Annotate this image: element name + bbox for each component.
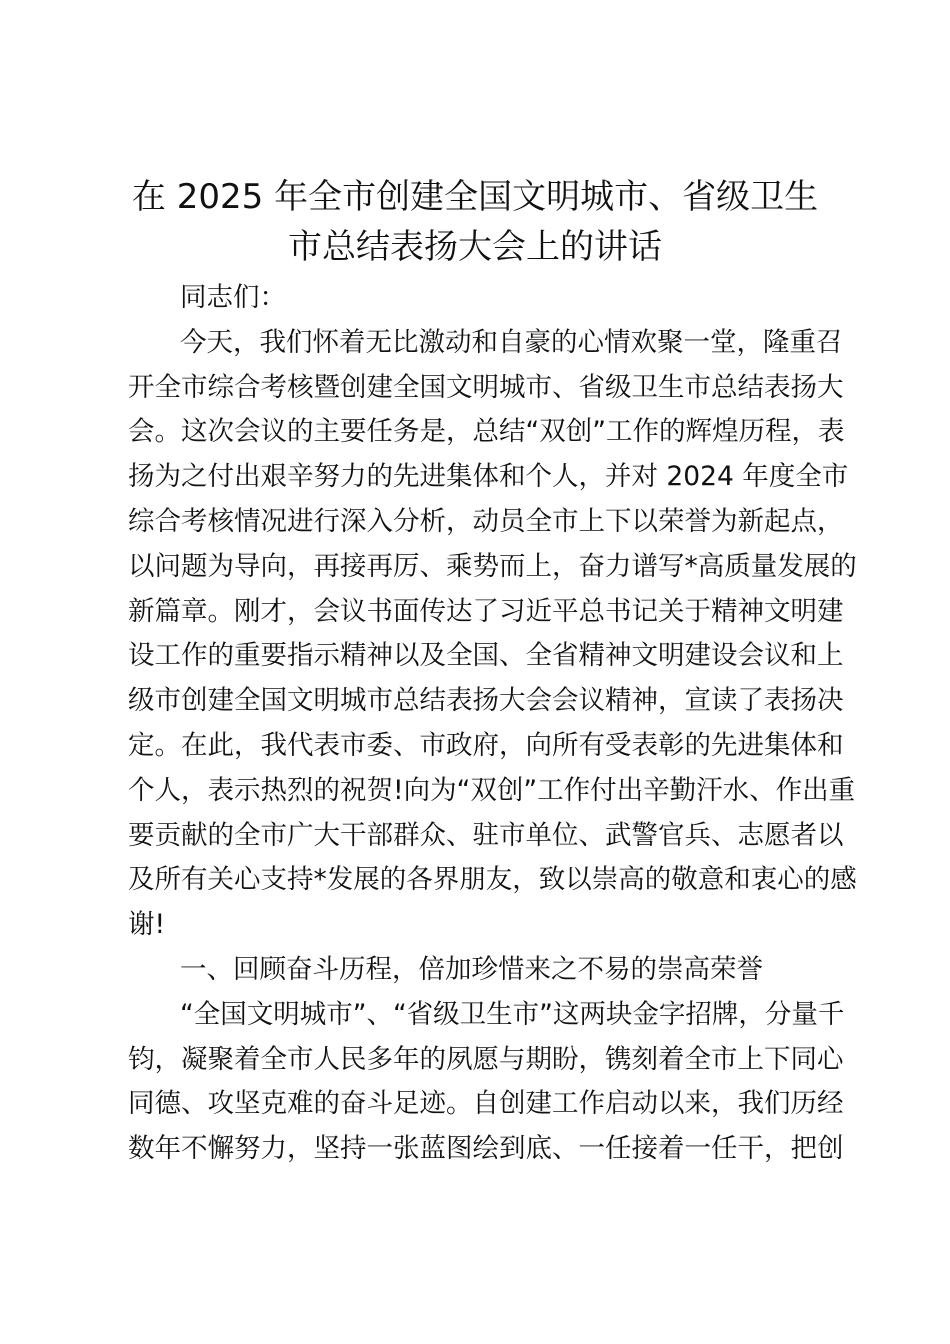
paragraph-line: 新篇章。刚才，会议书面传达了习近平总书记关于精神文明建	[128, 595, 844, 627]
paragraph-line: 开全市综合考核暨创建全国文明城市、省级卫生市总结表扬大	[128, 371, 844, 403]
salutation: 同志们：	[180, 282, 286, 313]
title-line: 市总结表扬大会上的讲话	[288, 227, 662, 267]
paragraph-line: 级市创建全国文明城市总结表扬大会会议精神，宣读了表扬决	[128, 685, 844, 717]
paragraph-line: 会。这次会议的主要任务是，总结“双创”工作的辉煌历程，表	[128, 416, 845, 448]
title-line: 在 2025 年全市创建全国文明城市、省级卫生	[131, 177, 819, 217]
paragraph-line: “全国文明城市”、“省级卫生市”这两块金字招牌，分量千	[180, 998, 845, 1030]
paragraph-line: 扬为之付出艰辛努力的先进集体和个人，并对 2024 年度全市	[128, 461, 849, 493]
paragraph-opening	[128, 321, 857, 948]
paragraph-line: 定。在此，我代表市委、市政府，向所有受表彰的先进集体和	[128, 729, 844, 761]
paragraph-line: 综合考核情况进行深入分析，动员全市上下以荣誉为新起点，	[128, 505, 844, 537]
paragraph-line: 数年不懈努力，坚持一张蓝图绘到底、一任接着一任干，把创	[128, 1133, 844, 1165]
paragraph-line: 及所有关心支持*发展的各界朋友，致以崇高的敬意和衷心的感	[128, 864, 857, 896]
paragraph-line: 要贡献的全市广大干部群众、驻市单位、武警官兵、志愿者以	[128, 819, 844, 851]
paragraph-section1	[128, 993, 845, 1172]
paragraph-line: 个人，表示热烈的祝贺!向为“双创”工作付出辛勤汗水、作出重	[128, 774, 856, 806]
paragraph-line: 设工作的重要指示精神以及全国、全省精神文明建设会议和上	[128, 640, 844, 672]
paragraph-line: 钧，凝聚着全市人民多年的夙愿与期盼，镌刻着全市上下同心	[128, 1043, 844, 1075]
paragraph-line: 谢!	[128, 909, 166, 941]
document-body	[128, 276, 857, 1172]
document-title	[100, 172, 850, 272]
paragraph-line: 同德、攻坚克难的奋斗足迹。自创建工作启动以来，我们历经	[128, 1088, 844, 1120]
paragraph-line: 以问题为导向，再接再厉、乘势而上，奋力谱写*高质量发展的	[128, 550, 857, 582]
paragraph-line: 今天，我们怀着无比激动和自豪的心情欢聚一堂，隆重召	[180, 326, 843, 358]
section-heading: 一、回顾奋斗历程，倍加珍惜来之不易的崇高荣誉	[180, 953, 763, 985]
